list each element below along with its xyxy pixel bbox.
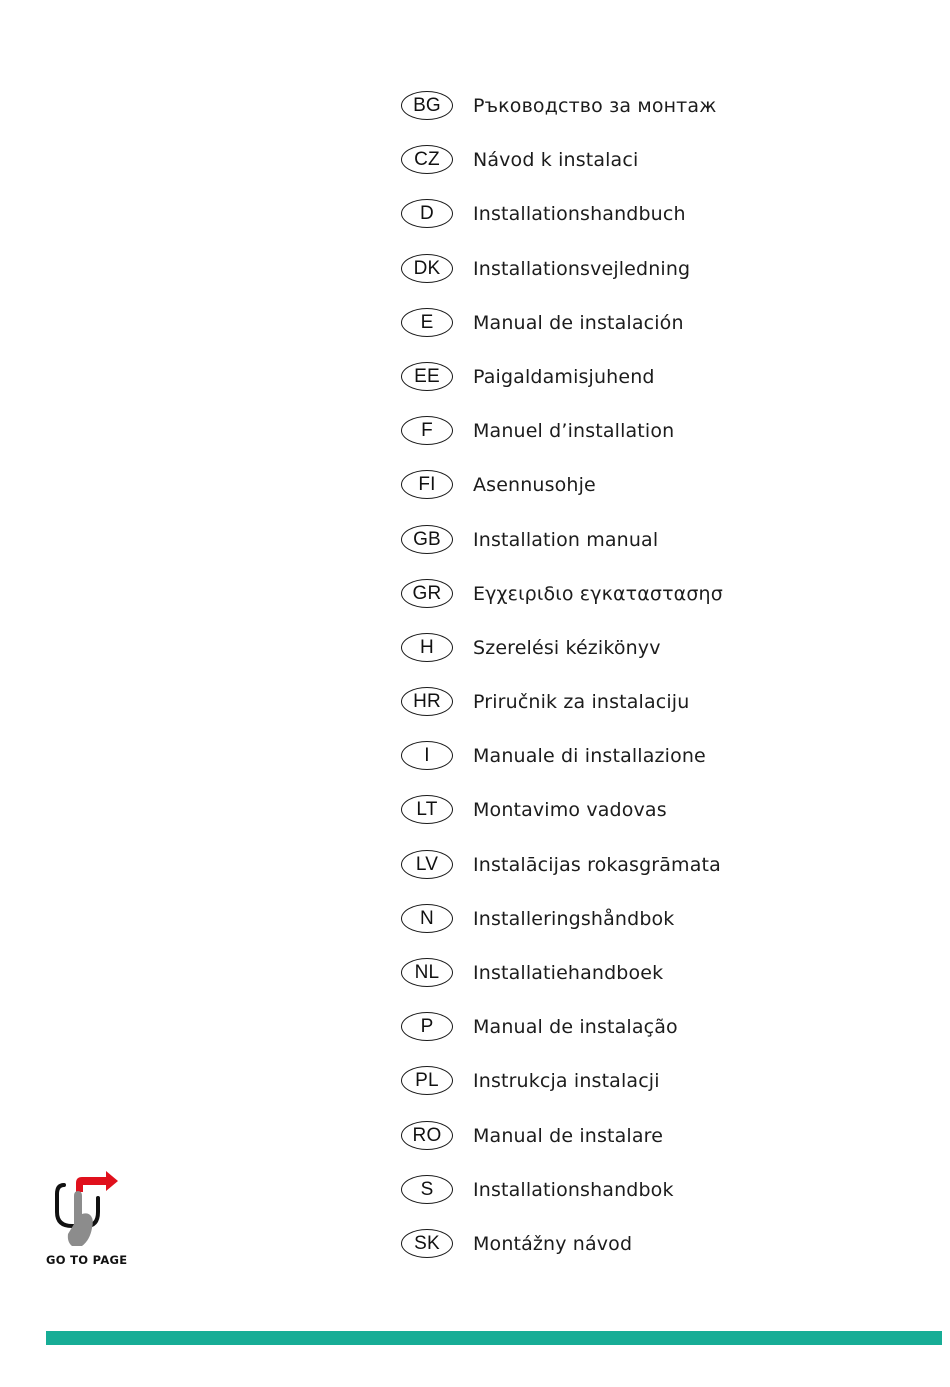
language-code-badge: RO xyxy=(401,1121,453,1150)
pointer-hand-redirect-icon xyxy=(48,1168,128,1250)
language-code-badge: N xyxy=(401,904,453,933)
language-title[interactable]: Installatiehandboek xyxy=(473,962,664,984)
language-title[interactable]: Installeringshåndbok xyxy=(473,907,675,930)
language-code-badge: H xyxy=(401,633,453,662)
language-title[interactable]: Montavimo vadovas xyxy=(473,799,667,822)
language-code-badge: EE xyxy=(401,362,453,391)
language-title[interactable]: Installation manual xyxy=(473,528,659,551)
language-title[interactable]: Installationshandbuch xyxy=(473,203,686,226)
language-title[interactable]: Szerelési kézikönyv xyxy=(473,636,661,659)
language-item-f[interactable] xyxy=(401,416,723,470)
language-item-ro[interactable] xyxy=(401,1121,723,1175)
language-code-badge: GB xyxy=(401,525,453,554)
language-item-d[interactable] xyxy=(401,199,723,253)
language-title[interactable]: Installationsvejledning xyxy=(473,257,691,280)
language-code-badge: SK xyxy=(401,1229,453,1258)
language-code-badge: F xyxy=(401,416,453,445)
language-code-badge: CZ xyxy=(401,145,453,174)
language-item-lv[interactable] xyxy=(401,850,723,904)
language-item-s[interactable] xyxy=(401,1175,723,1229)
language-item-h[interactable] xyxy=(401,633,723,687)
language-title[interactable]: Montážny návod xyxy=(473,1232,633,1255)
language-title[interactable]: Manual de instalação xyxy=(473,1016,678,1039)
language-title[interactable]: Εγχειριδιο εγκαταστασησ xyxy=(473,582,723,605)
language-title[interactable]: Manual de instalare xyxy=(473,1124,664,1147)
language-code-badge: GR xyxy=(401,579,453,608)
language-code-badge: DK xyxy=(401,254,453,283)
language-title[interactable]: Paigaldamisjuhend xyxy=(473,365,655,388)
language-item-lt[interactable] xyxy=(401,795,723,849)
language-title[interactable]: Asennusohje xyxy=(473,474,596,497)
redirect-arrow-icon xyxy=(76,1171,118,1192)
language-title[interactable]: Ръководство за монтаж xyxy=(473,95,717,117)
language-title[interactable]: Instrukcja instalacji xyxy=(473,1070,660,1093)
language-code-badge: FI xyxy=(401,470,453,499)
language-code-badge: D xyxy=(401,199,453,228)
language-code-badge: LT xyxy=(401,795,453,824)
language-item-fi[interactable] xyxy=(401,470,723,524)
footer-accent-bar xyxy=(46,1331,942,1345)
language-title[interactable]: Priručnik za instalaciju xyxy=(473,691,690,714)
language-item-hr[interactable] xyxy=(401,687,723,741)
go-to-page-label: GO TO PAGE xyxy=(46,1253,128,1267)
language-title[interactable]: Manual de instalación xyxy=(473,311,684,334)
language-code-badge: PL xyxy=(401,1066,453,1095)
language-code-badge: HR xyxy=(401,687,453,716)
language-code-badge: P xyxy=(401,1012,453,1041)
language-item-gr[interactable] xyxy=(401,579,723,633)
language-list xyxy=(401,91,723,1283)
language-title[interactable]: Návod k instalaci xyxy=(473,149,639,172)
language-item-n[interactable] xyxy=(401,904,723,958)
language-item-p[interactable] xyxy=(401,1012,723,1066)
hand-icon xyxy=(68,1191,93,1246)
language-item-pl[interactable] xyxy=(401,1066,723,1120)
language-title[interactable]: Manuale di installazione xyxy=(473,745,706,768)
language-title[interactable]: Instalācijas rokasgrāmata xyxy=(473,853,721,876)
language-item-e[interactable] xyxy=(401,308,723,362)
language-item-dk[interactable] xyxy=(401,254,723,308)
language-code-badge: LV xyxy=(401,850,453,879)
language-item-sk[interactable] xyxy=(401,1229,723,1283)
language-title[interactable]: Manuel d’installation xyxy=(473,420,675,443)
language-item-gb[interactable] xyxy=(401,525,723,579)
language-item-ee[interactable] xyxy=(401,362,723,416)
language-code-badge: NL xyxy=(401,958,453,987)
language-code-badge: E xyxy=(401,308,453,337)
language-item-i[interactable] xyxy=(401,741,723,795)
language-code-badge: S xyxy=(401,1175,453,1204)
language-title[interactable]: Installationshandbok xyxy=(473,1178,674,1201)
language-item-cz[interactable] xyxy=(401,145,723,199)
language-item-nl[interactable] xyxy=(401,958,723,1012)
go-to-page-button[interactable] xyxy=(40,1168,130,1268)
language-code-badge: BG xyxy=(401,91,453,120)
language-code-badge: I xyxy=(401,741,453,770)
language-item-bg[interactable] xyxy=(401,91,723,145)
